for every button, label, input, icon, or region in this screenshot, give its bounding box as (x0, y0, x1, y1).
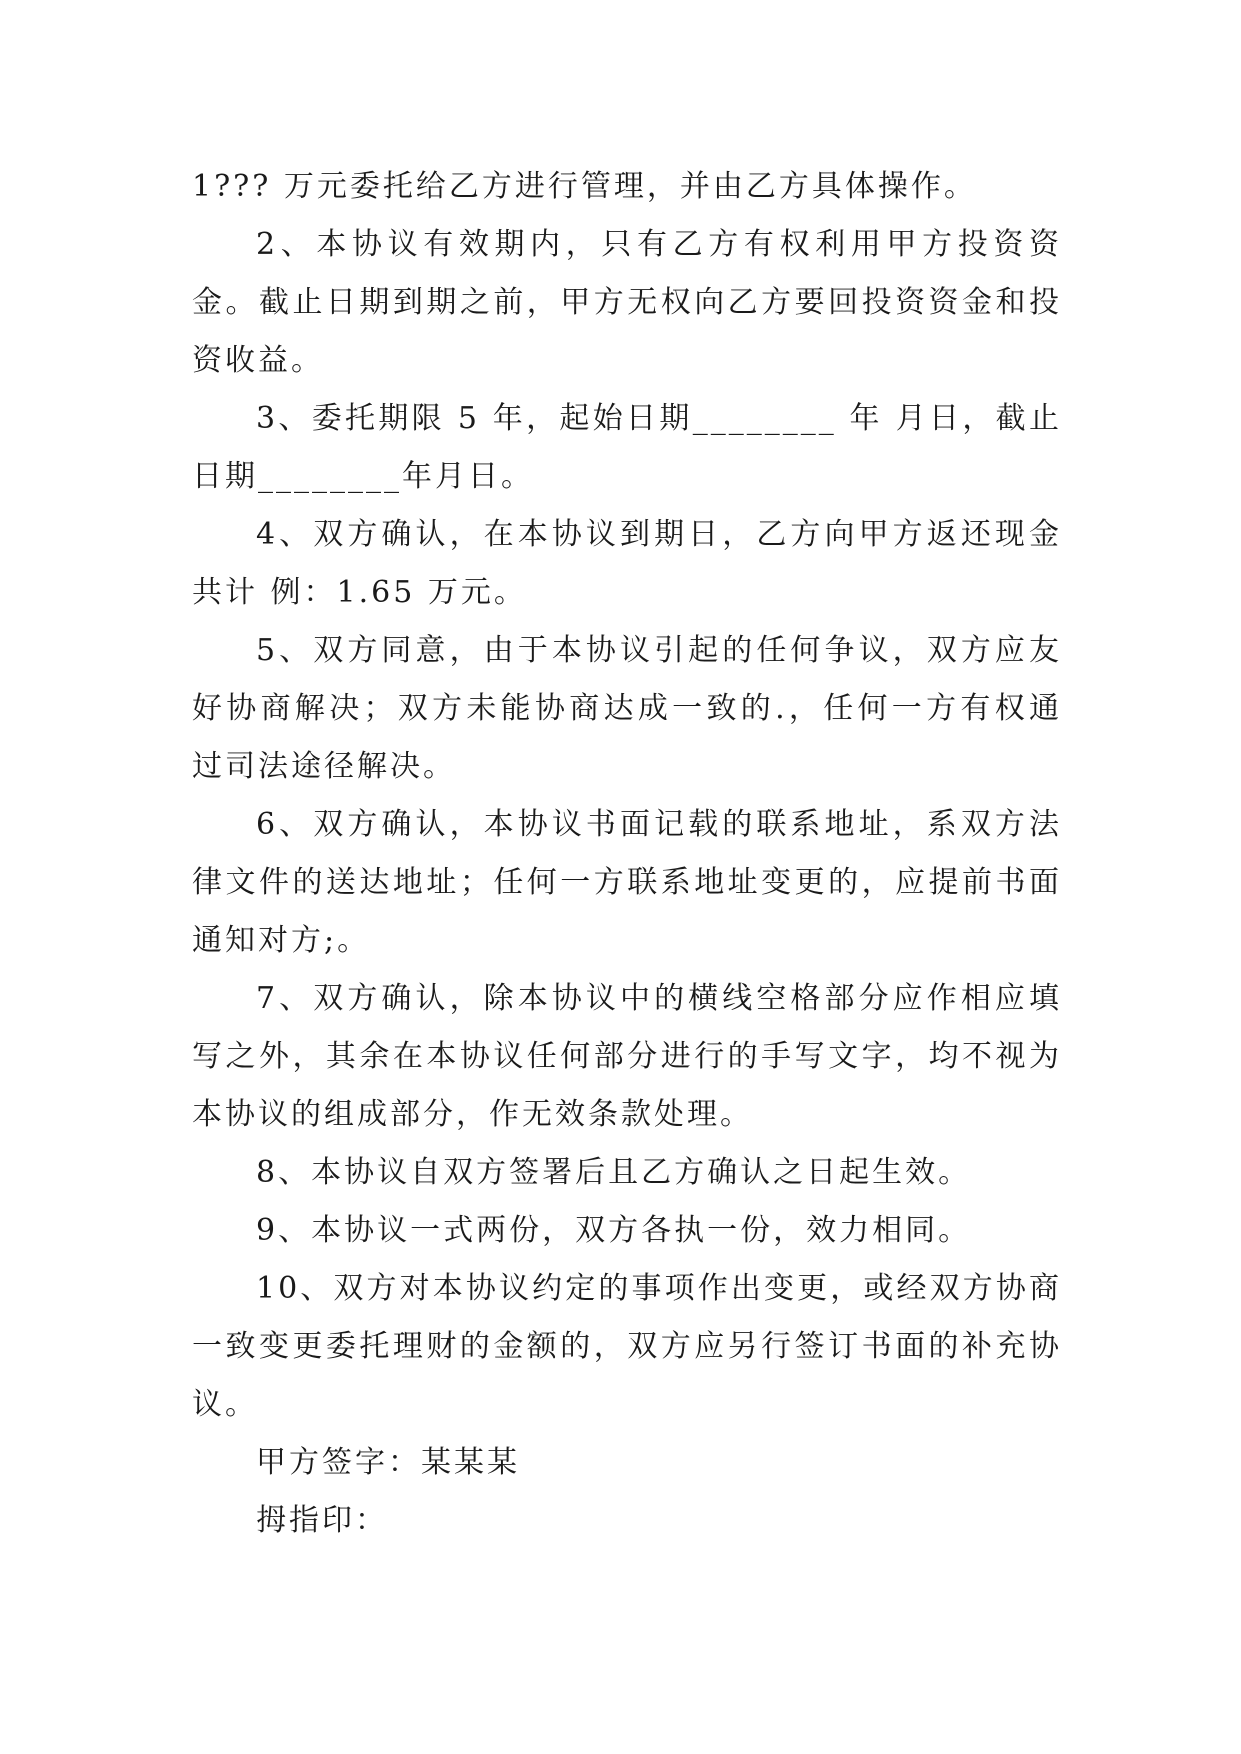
paragraph-1: 1??? 万元委托给乙方进行管理，并由乙方具体操作。 (192, 169, 977, 204)
paragraph-clause-2: 2、本协议有效期内，只有乙方有权利用甲方投资资金。截止日期到期之前，甲方无权向乙方要回投资资金和投资收益。 (192, 227, 1062, 378)
thumbprint-label: 拇指印： (256, 1503, 388, 1538)
paragraph-clause-4: 4、双方确认，在本协议到期日，乙方向甲方返还现金共计 例：1.65 万元。 (192, 517, 1062, 610)
paragraph-clause-10: 10、双方对本协议约定的事项作出变更，或经双方协商一致变更委托理财的金额的，双方应另行签订书面的补充协议。 (192, 1271, 1062, 1422)
document-body (192, 158, 1062, 1550)
paragraph-clause-6: 6、双方确认，本协议书面记载的联系地址，系双方法律文件的送达地址；任何一方联系地址变更的，应提前书面通知对方;。 (192, 807, 1062, 958)
paragraph-clause-8: 8、本协议自双方签署后且乙方确认之日起生效。 (256, 1155, 972, 1190)
paragraph-clause-5: 5、双方同意，由于本协议引起的任何争议，双方应友好协商解决；双方未能协商达成一致的.，任何一方有权通过司法途径解决。 (192, 633, 1062, 784)
paragraph-clause-3: 3、委托期限 5 年，起始日期________ 年 月日，截止日期________年月日。 (192, 401, 1062, 494)
party-a-signature: 甲方签字：某某某 (256, 1445, 520, 1480)
paragraph-clause-7: 7、双方确认，除本协议中的横线空格部分应作相应填写之外，其余在本协议任何部分进行的手写文字，均不视为本协议的组成部分，作无效条款处理。 (192, 981, 1062, 1132)
paragraph-clause-9: 9、本协议一式两份，双方各执一份，效力相同。 (256, 1213, 972, 1248)
